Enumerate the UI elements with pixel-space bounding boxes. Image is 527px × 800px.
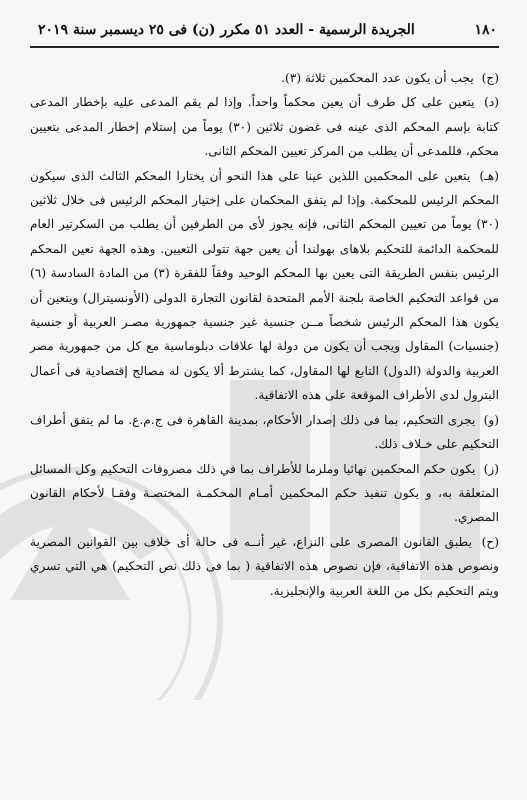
header-title: الجريدة الرسمية - العدد ٥١ مكرر (ن) فى ٢٥ ديسمبر سنة ٢٠١٩ [38,22,415,38]
paragraph-text: يكون حكم المحكمين نهائيا وملزما للأطراف بما في ذلك مصروفات التحكيم وكل المسائل المتعلقة به، و يكون تنفيذ حكم المحكمين أمـام المحكمـة المختصـة وفقـا لأحكام القانون المصري. [30,461,499,525]
paragraph-z [30,457,499,530]
paragraph-label: (هـ) [479,168,500,183]
paragraph-label: (ز) [483,461,500,476]
paragraph-label: (و) [483,412,499,427]
paragraph-label: (د) [484,95,499,110]
paragraph-label: (ج) [481,71,499,85]
paragraph-c [30,66,499,90]
paragraph-h [30,164,499,408]
paragraph-ha [30,530,499,603]
header-rule [30,46,499,48]
paragraph-text: يتعين على المحكمين اللذين عينا على هذا النحو أن يختارا المحكم الثالث الذى سيكون المحكم الرئيس للمحكمة. وإذا لم يتفق المحكمان على إختيار المحكم الرئيس فى خلال ثلاثين (٣٠) يوماً من تعيين المحكم الثانى، فإنه يجوز لأى من الطرفين أن يطلب من السكرتير العام للمحكمة الدائمة للتحكيم بلاهاى بهولندا أن يعين جهة تتولى التعيين. وهذه الجهة تعين المحكم الرئيس بنفس الطريقة التى يعين بها المحكم الوحيد وفقاً للفقرة (٣) من المادة السادسة (٦) من قواعد التحكيم الخاصة بلجنة الأمم المتحدة لقانون التجارة الدولى (الأونسيترال) ويتعين أن يكون هذا المحكم الرئيس شخصاً مــن جنسية غير جنسية جمهورية مصـر العربية أو جنسية (جنسيات) المقاول ويجب أن يكون من دولة لها علاقات دبلوماسية مع كل من جمهورية مصر العربية والدولة (الدول) التابع لها المقاول، كما يشترط ألا يكون له مصالح إقتصادية فى أعمال البترول لدى الأطراف الموقعة على هذه الاتفاقية. [30,168,500,403]
article-body [30,66,499,603]
paragraph-text: يجرى التحكيم، بما فى ذلك إصدار الأحكام، بمدينة القاهرة فى ج.م.ع. ما لم يتفق أطراف التحكيم على خـلاف ذلك. [30,412,499,452]
paragraph-text: يتعين على كل طرف أن يعين محكماً واحداً. وإذا لم يقم المدعى عليه بإخطار المدعى كتابة بإسم المحكم الذى عينه فى غضون ثلاثين (٣٠) يوماً من إستلام إخطار المدعى بتعيين محكم، فللمدعى أن يطلب من المركز تعيين المحكم الثانى. [30,95,500,159]
paragraph-w [30,408,499,457]
page-number: ١٨٠ [474,22,497,38]
paragraph-label: (ح) [481,534,500,549]
page-header [38,22,497,38]
paragraph-d [30,90,499,163]
paragraph-text: يطبق القانون المصرى على النزاع، غير أنــه فى حالة أى خلاف بين القوانين المصرية ونصوص هذه الاتفاقية، فإن نصوص هذه الاتفاقية ( بما فى ذلك نص التحكيم) هي التي تسري ويتم التحكيم بكل من اللغة العربية والإنجليزية. [30,534,499,598]
paragraph-text: يجب أن يكون عدد المحكمين ثلاثة (٣). [281,71,474,85]
